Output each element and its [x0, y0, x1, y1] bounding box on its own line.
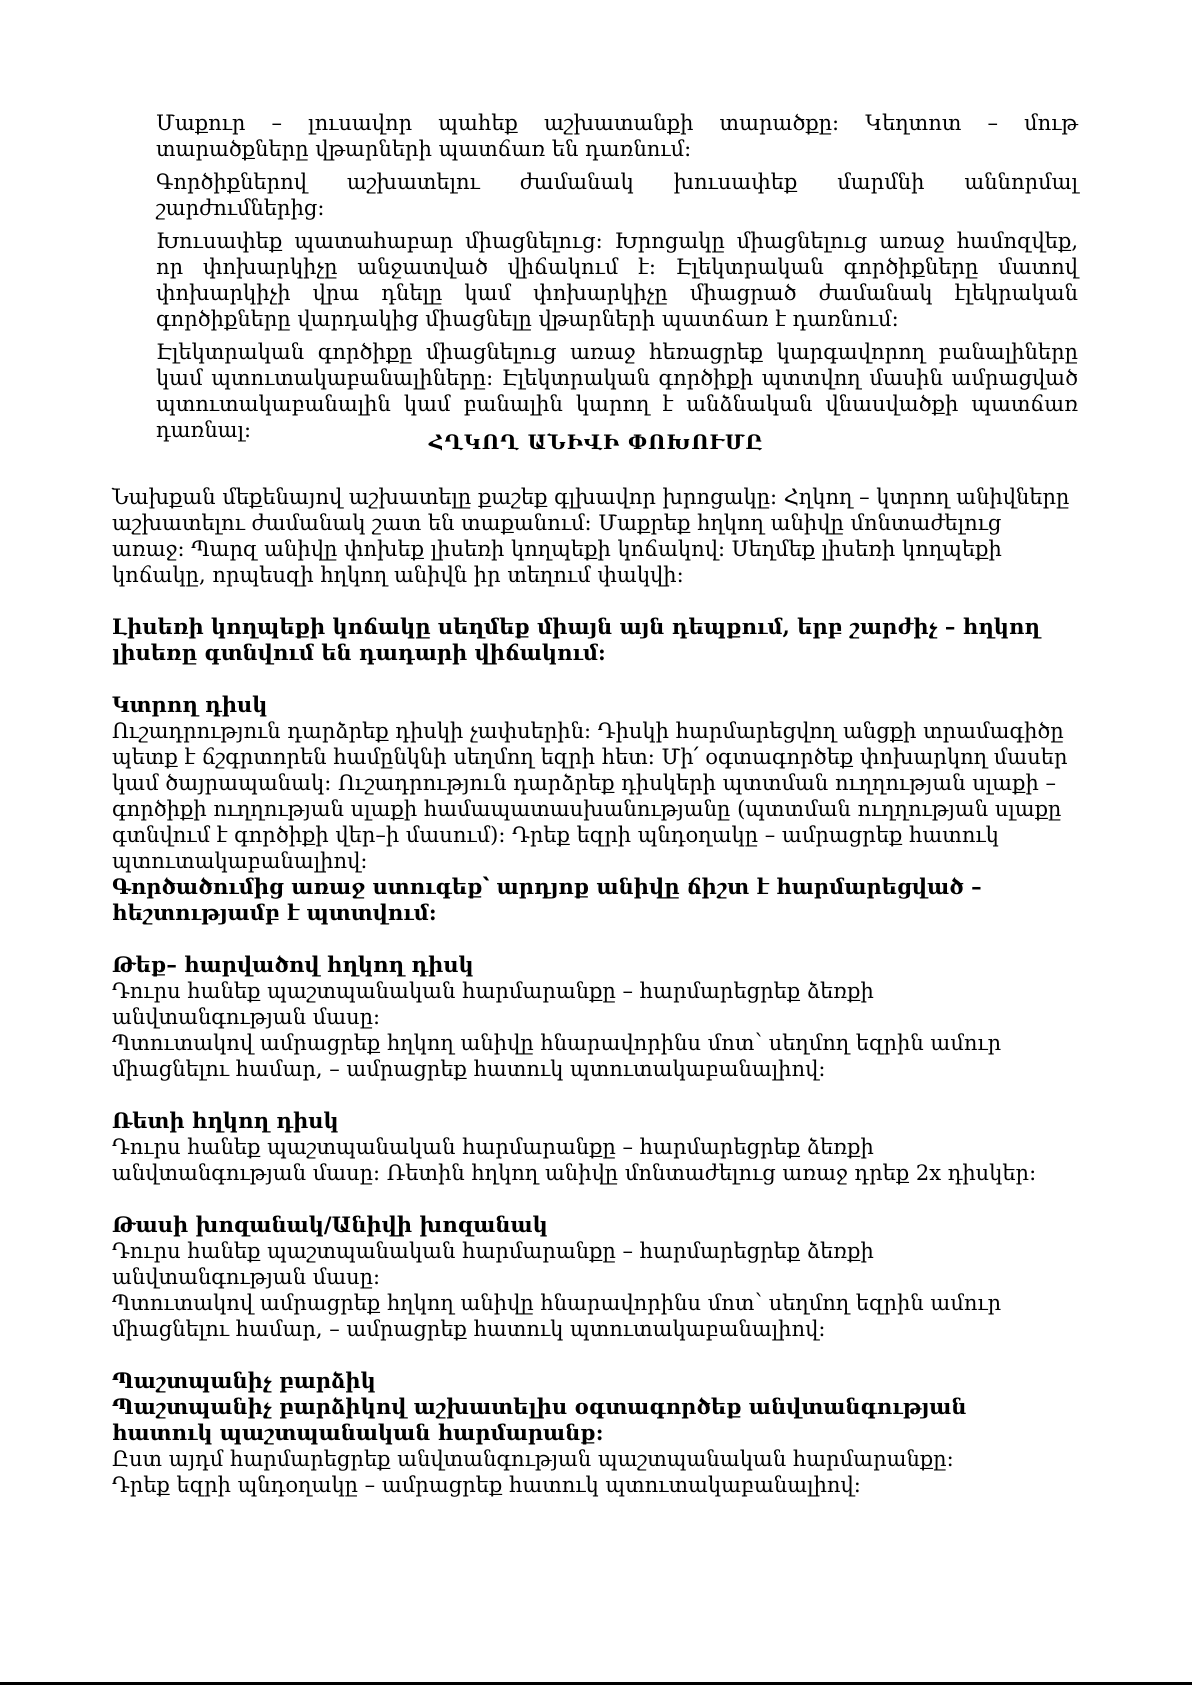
intro-paragraph-2: Գործիքներով աշխատելու ժամանակ խուսափեք մարմնի աննորմալ շարժումներից: — [156, 170, 1078, 220]
section-line: Դուրս հանեք պաշտպանական հարմարանքը – հարմարեցրեք ձեռքի անվտանգության մասը: — [112, 979, 874, 1029]
section-line: Դուրս հանեք պաշտպանական հարմարանքը – հարմարեցրեք ձեռքի անվտանգության մասը: Ռետին հղկող անիվը մոնտաժելուց առաջ դրեք 2x դիսկեր: — [112, 1135, 1037, 1185]
section-line: Պտուտակով ամրացրեք հղկող անիվը հնարավորինս մոտ՝ սեղմող եզրին ամուր միացնելու համար, – ամրացրեք հատուկ պտուտակաբանալիով: — [112, 1291, 1002, 1341]
section-backing-pad — [112, 1368, 1072, 1498]
section-heading: ՀՂԿՈՂ ԱՆԻՎԻ ՓՈԽՈՒՄԸ — [428, 430, 764, 454]
section-cup-brush — [112, 1212, 1072, 1342]
section-title: Թեք– հարվածով հղկող դիսկ — [112, 952, 474, 977]
intro-paragraph-3: Խուսափեք պատահաբար միացնելուց: Խրոցակը միացնելուց առաջ համոզվեք, որ փոխարկիչը անջատված վիճակում է: Էլեկտրական գործիքները մատով փոխարկիչի վրա դնելը կամ փոխարկիչը միացրած ժամանակ էլեկրական գործիքները վարդակից միացնելը վթարների պատճառ է դառնում: — [156, 229, 1078, 331]
section-line: Դուրս հանեք պաշտպանական հարմարանքը – հարմարեցրեք ձեռքի անվտանգության մասը: — [112, 1239, 874, 1289]
main-content — [112, 484, 1072, 1498]
section-line: Դրեք եզրի պնդօղակը – ամրացրեք հատուկ պտուտակաբանալիով: — [112, 1473, 861, 1497]
section-title: Պաշտպանիչ բարձիկ — [112, 1368, 376, 1393]
section-cutting-disc — [112, 692, 1072, 926]
section-line: Գործածումից առաջ ստուգեք՝ արդյոք անիվը ճիշտ է հարմարեցված – հեշտությամբ է պտտվում: — [112, 874, 982, 925]
intro-paragraph-4: Էլեկտրական գործիքը միացնելուց առաջ հեռացրեք կարգավորող բանալիները կամ պտուտակաբանալիները: Էլեկտրական գործիքի պտտվող մասին ամրացված պտուտակաբանալին կամ բանալին կարող է անձնական վնասվածքի պատճառ դառնալ: — [156, 340, 1078, 442]
main-bold-note: Լիսեռի կողպեքի կոճակը սեղմեք միայն այն դեպքում, երբ շարժիչ – հղկող լիսեռը գտնվում են դադարի վիճակում: — [112, 614, 1040, 665]
section-line: Պտուտակով ամրացրեք հղկող անիվը հնարավորինս մոտ՝ սեղմող եզրին ամուր միացնելու համար, – ամրացրեք հատուկ պտուտակաբանալիով: — [112, 1031, 1002, 1081]
section-line: Ըստ այդմ հարմարեցրեք անվտանգության պաշտպանական հարմարանքը: — [112, 1447, 954, 1471]
section-angle-disc — [112, 952, 1072, 1082]
safety-intro-block — [156, 110, 1078, 450]
section-title: Թասի խոզանակ/Անիվի խոզանակ — [112, 1212, 548, 1237]
intro-paragraph-1: Մաքուր – լուսավոր պահեք աշխատանքի տարածքը: Կեղտոտ – մութ տարածքները վթարների պատճառ են դառնում: — [156, 111, 1078, 161]
section-rubber-disc — [112, 1108, 1072, 1186]
section-line: Ուշադրություն դարձրեք դիսկի չափսերին: Դիսկի հարմարեցվող անցքի տրամագիծը պետք է ճշգրտորեն համընկնի սեղմող եզրի հետ: Մի՛ օգտագործեք փոխարկող մասեր կամ ծայրապանակ: Ուշադրություն դարձրեք դիսկերի պտտման ուղղության սլաքի – գործիքի ուղղության սլաքի համապատասխանությանը (պտտման ուղղության սլաքը գտնվում է գործիքի վեր–ի մասում): Դրեք եզրի պնդօղակը – ամրացրեք հատուկ պտուտակաբանալիով: — [112, 719, 1068, 873]
main-intro-paragraph: Նախքան մեքենայով աշխատելը քաշեք գլխավոր խրոցակը: Հղկող – կտրող անիվները աշխատելու ժամանակ շատ են տաքանում: Մաքրեք հղկող անիվը մոնտաժելուց առաջ: Պարզ անիվը փոխեք լիսեռի կողպեքի կոճակով: Սեղմեք լիսեռի կողպեքի կոճակը, որպեսզի հղկող անիվն իր տեղում փակվի: — [112, 485, 1070, 587]
section-line: Պաշտպանիչ բարձիկով աշխատելիս օգտագործեք անվտանգության հատուկ պաշտպանական հարմարանք: — [112, 1394, 967, 1445]
section-title: Ռետի հղկող դիսկ — [112, 1108, 339, 1133]
section-title: Կտրող դիսկ — [112, 692, 268, 717]
